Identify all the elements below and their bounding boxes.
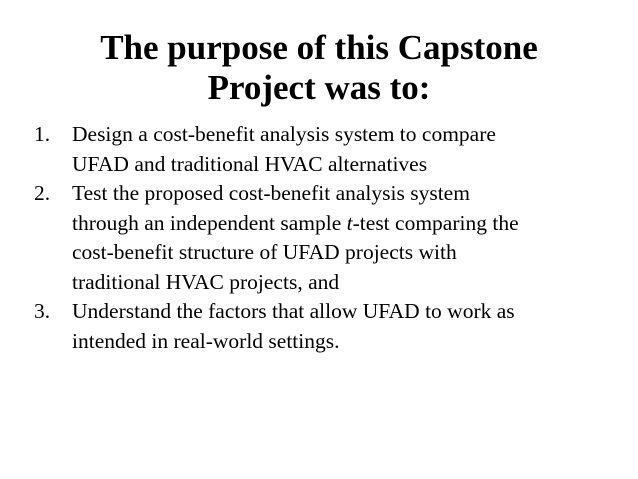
list-item-text: UFAD and traditional HVAC alternatives	[72, 151, 428, 176]
slide-title	[0, 28, 638, 108]
list-item-text: Design a cost-benefit analysis system to compare	[72, 122, 496, 146]
list-item-text: through an independent sample	[72, 210, 347, 235]
list-item	[34, 179, 609, 297]
list-number: 2.	[34, 181, 51, 205]
list-number: 3.	[34, 299, 51, 323]
list-item	[34, 120, 609, 179]
list-item-text: Test the proposed cost-benefit analysis system	[72, 181, 470, 205]
purpose-list	[34, 120, 609, 356]
list-item-text: -test comparing the	[352, 210, 519, 235]
list-item-text: cost-benefit structure of UFAD projects with	[72, 240, 457, 264]
list-item-text: intended in real-world settings.	[72, 328, 340, 353]
title-line: Project was to:	[207, 68, 431, 107]
list-item-text-mixed	[72, 209, 609, 239]
list-item-text: traditional HVAC projects, and	[72, 269, 340, 294]
italic-t: t	[346, 210, 353, 235]
title-line: The purpose of this Capstone	[100, 28, 538, 67]
list-number: 1.	[34, 122, 51, 146]
list-item	[34, 297, 609, 356]
list-item-text: Understand the factors that allow UFAD to work as	[72, 299, 515, 323]
